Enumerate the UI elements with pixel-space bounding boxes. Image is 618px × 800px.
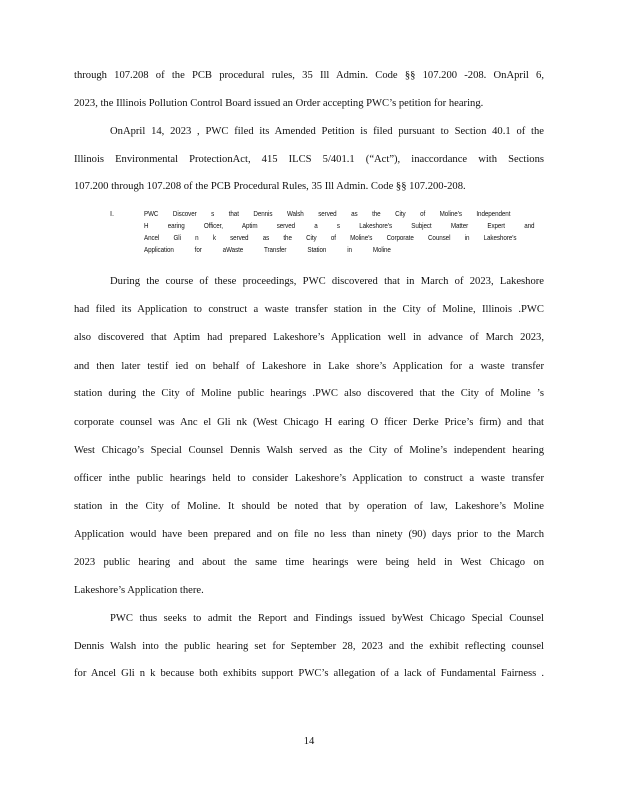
section-heading-line: Application for aWaste Transfer Station in Moline: [144, 245, 391, 254]
page-number: 14: [303, 736, 315, 747]
body-line: Illinois Environmental ProtectionAct, 415 ILCS 5/401.1 (“Act”), inaccordance with Sections: [74, 154, 544, 165]
body-line: through 107.208 of the PCB procedural rules, 35 Ill Admin. Code §§ 107.200 -208. OnApril 6,: [74, 70, 544, 81]
body-line: 107.200 through 107.208 of the PCB Procedural Rules, 35 Ill Admin. Code §§ 107.200-208.: [74, 181, 466, 192]
section-heading-line: Ancel Gli n k served as the City of Moline’s Corporate Counsel in Lakeshore’s: [144, 233, 517, 242]
body-line: PWC thus seeks to admit the Report and Findings issued byWest Chicago Special Counsel: [110, 613, 544, 624]
body-line: During the course of these proceedings, PWC discovered that in March of 2023, Lakeshore: [110, 276, 544, 287]
body-line: had filed its Application to construct a waste transfer station in the City of Moline, Illinois .PWC: [74, 304, 544, 315]
body-line: West Chicago’s Special Counsel Dennis Walsh served as the City of Moline’s independent hearing: [74, 445, 544, 456]
body-line: 2023 public hearing and about the same time hearings were being held in West Chicago on: [74, 557, 544, 568]
body-line: Dennis Walsh into the public hearing set for September 28, 2023 and the exhibit reflecting counsel: [74, 641, 544, 652]
body-line: corporate counsel was Anc el Gli nk (West Chicago H earing O fficer Derke Price’s firm) and that: [74, 417, 544, 428]
body-line: officer inthe public hearings held to consider Lakeshore’s Application to construct a waste transfer: [74, 473, 544, 484]
body-line: Lakeshore’s Application there.: [74, 585, 204, 596]
section-heading-line: PWC Discover s that Dennis Walsh served as the City of Moline’s Independent: [144, 209, 511, 218]
section-heading-number: I.: [110, 209, 115, 218]
body-line: OnApril 14, 2023 , PWC filed its Amended Petition is filed pursuant to Section 40.1 of the: [110, 126, 544, 137]
body-line: station in the City of Moline. It should be noted that by operation of law, Lakeshore’s Moline: [74, 501, 544, 512]
body-line: station during the City of Moline public hearings .PWC also discovered that the City of Moline ’s: [74, 388, 544, 399]
body-line: for Ancel Gli n k because both exhibits support PWC’s allegation of a lack of Fundamental Fairness .: [74, 668, 544, 679]
body-line: and then later testif ied on behalf of Lakeshore in Lake shore’s Application for a waste transfer: [74, 361, 544, 372]
body-line: also discovered that Aptim had prepared Lakeshore’s Application well in advance of March 2023,: [74, 332, 544, 343]
body-line: 2023, the Illinois Pollution Control Board issued an Order accepting PWC’s petition for hearing.: [74, 98, 484, 109]
section-heading-line: H earing Officer, Aptim served a s Lakeshore’s Subject Matter Expert and: [144, 221, 535, 230]
body-line: Application would have been prepared and on file no less than ninety (90) days prior to the March: [74, 529, 544, 540]
